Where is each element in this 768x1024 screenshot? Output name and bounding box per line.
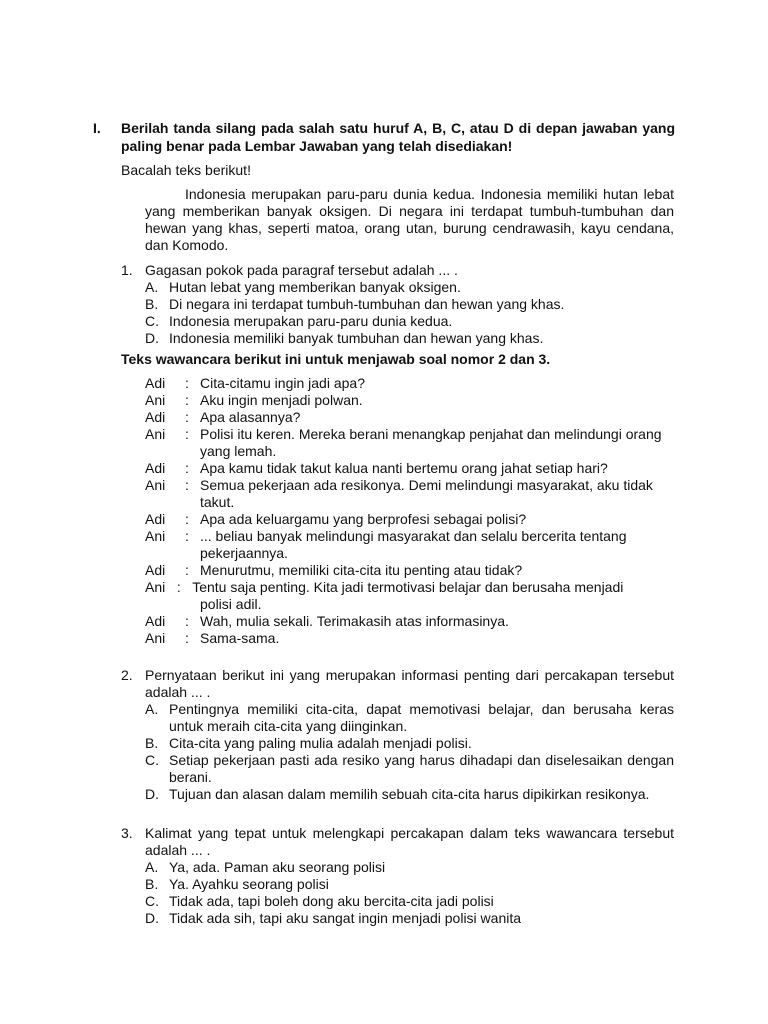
option-text: Setiap pekerjaan pasti ada resiko yang harus dihadapi dan diselesaikan dengan berani. (169, 752, 674, 785)
option-d (145, 786, 674, 803)
speaker: Ani (145, 477, 166, 493)
option-letter: C. (145, 752, 159, 768)
option-b (145, 735, 674, 752)
option-letter: B. (145, 876, 159, 892)
interview-heading: Teks wawancara berikut ini untuk menjawab soal nomor 2 dan 3. (121, 351, 551, 367)
section-heading (93, 119, 675, 155)
section-number: I. (93, 120, 101, 136)
dialog-line (145, 613, 674, 630)
option-letter: C. (145, 893, 159, 909)
utterance: Menurutmu, memiliki cita-cita itu penting atau tidak? (200, 562, 523, 578)
colon: : (185, 477, 189, 493)
option-text: Pentingnya memiliki cita-cita, dapat memotivasi belajar, dan berusaha keras untuk meraih cita-cita yang diinginkan. (169, 701, 674, 734)
option-text: Tidak ada sih, tapi aku sangat ingin menjadi polisi wanita (169, 910, 522, 926)
utterance: Apa kamu tidak takut kalua nanti bertemu orang jahat setiap hari? (200, 460, 608, 476)
dialog-line (145, 477, 674, 511)
interview-dialog (145, 375, 674, 647)
option-text: Hutan lebat yang memberikan banyak oksigen. (169, 279, 461, 295)
colon: : (185, 613, 189, 629)
dialog-line (145, 392, 674, 409)
utterance: Aku ingin menjadi polwan. (200, 392, 363, 408)
speaker: Adi (145, 460, 166, 476)
utterance: Semua pekerjaan ada resikonya. Demi melindungi masyarakat, aku tidak takut. (200, 477, 653, 510)
dialog-line (145, 409, 674, 426)
option-text: Cita-cita yang paling mulia adalah menjadi polisi. (169, 735, 472, 751)
question-2 (121, 667, 674, 803)
utterance: Wah, mulia sekali. Terimakasih atas informasinya. (200, 613, 509, 629)
utterance: Cita-citamu ingin jadi apa? (200, 375, 365, 391)
option-d (145, 910, 674, 927)
question-stem: Gagasan pokok pada paragraf tersebut adalah ... . (145, 262, 458, 278)
option-letter: A. (145, 279, 159, 295)
option-letter: D. (145, 786, 159, 802)
question-stem: Kalimat yang tepat untuk melengkapi percakapan dalam teks wawancara tersebut adalah ... . (145, 825, 674, 858)
colon: : (185, 562, 189, 578)
utterance: ... beliau banyak melindungi masyarakat dan selalu bercerita tentang pekerjaannya. (200, 528, 627, 561)
speaker: Ani (145, 528, 166, 544)
speaker: Adi (145, 409, 166, 425)
option-letter: B. (145, 296, 159, 312)
option-letter: A. (145, 859, 159, 875)
utterance: Apa alasannya? (200, 409, 301, 425)
option-c (145, 752, 674, 786)
colon: : (185, 460, 189, 476)
option-text: Indonesia memiliki banyak tumbuhan dan hewan yang khas. (169, 330, 544, 346)
speaker: Adi (145, 511, 166, 527)
question-1 (121, 262, 674, 347)
speaker: Adi (145, 562, 166, 578)
option-text: Ya. Ayahku seorang polisi (169, 876, 329, 892)
option-b (145, 876, 674, 893)
speaker: Ani (145, 630, 166, 646)
question-number: 1. (121, 262, 133, 278)
option-letter: B. (145, 735, 159, 751)
utterance: Sama-sama. (200, 630, 280, 646)
option-letter: D. (145, 330, 159, 346)
question-3 (121, 825, 674, 927)
dialog-line (145, 460, 674, 477)
colon: : (185, 375, 189, 391)
colon: : (185, 630, 189, 646)
dialog-line (145, 630, 674, 647)
option-text: Di negara ini terdapat tumbuh-tumbuhan dan hewan yang khas. (169, 296, 565, 312)
dialog-line (145, 528, 674, 562)
colon: : (185, 409, 189, 425)
option-text: Tujuan dan alasan dalam memilih sebuah cita-cita harus dipikirkan resikonya. (169, 786, 650, 802)
dialog-line (145, 375, 674, 392)
option-text: Indonesia merupakan paru-paru dunia kedua. (169, 313, 453, 329)
dialog-line (145, 562, 674, 579)
question-stem: Pernyataan berikut ini yang merupakan informasi penting dari percakapan tersebut adalah ... . (145, 667, 674, 700)
dialog-line-continued (145, 596, 674, 613)
dialog-line-wrapped (145, 579, 674, 596)
option-letter: D. (145, 910, 159, 926)
colon: : (185, 511, 189, 527)
utterance: polisi adil. (200, 596, 262, 612)
dialog-line (145, 426, 674, 460)
speaker: Adi (145, 613, 166, 629)
section-instruction: Berilah tanda silang pada salah satu huruf A, B, C, atau D di depan jawaban yang paling benar pada Lembar Jawaban yang telah disediakan! (121, 120, 675, 154)
option-d (145, 330, 674, 347)
dialog-line (145, 511, 674, 528)
utterance: Ani : Tentu saja penting. Kita jadi termotivasi belajar dan berusaha menjadi (145, 579, 624, 595)
option-text: Tidak ada, tapi boleh dong aku bercita-cita jadi polisi (169, 893, 494, 909)
question-number: 3. (121, 825, 133, 841)
option-text: Ya, ada. Paman aku seorang polisi (169, 859, 386, 875)
speaker: Ani (145, 426, 166, 442)
option-c (145, 313, 674, 330)
option-c (145, 893, 674, 910)
speaker: Adi (145, 375, 166, 391)
option-a (145, 701, 674, 735)
reading-paragraph: Indonesia merupakan paru-paru dunia kedua. Indonesia memiliki hutan lebat yang memberikan banyak oksigen. Di negara ini terdapat tumbuh-tumbuhan dan hewan yang khas, seperti matoa, orang utan, burung cendrawasih, kayu cendana, dan Komodo. (145, 186, 674, 253)
colon: : (185, 528, 189, 544)
utterance: Polisi itu keren. Mereka berani menangkap penjahat dan melindungi orang yang lemah. (200, 426, 662, 459)
colon: : (185, 426, 189, 442)
question-number: 2. (121, 667, 133, 683)
reading-instruction: Bacalah teks berikut! (121, 162, 251, 178)
option-letter: A. (145, 701, 159, 717)
option-letter: C. (145, 313, 159, 329)
option-a (145, 859, 674, 876)
speaker: Ani (145, 392, 166, 408)
option-a (145, 279, 674, 296)
option-b (145, 296, 674, 313)
utterance: Apa ada keluargamu yang berprofesi sebagai polisi? (200, 511, 527, 527)
colon: : (185, 392, 189, 408)
